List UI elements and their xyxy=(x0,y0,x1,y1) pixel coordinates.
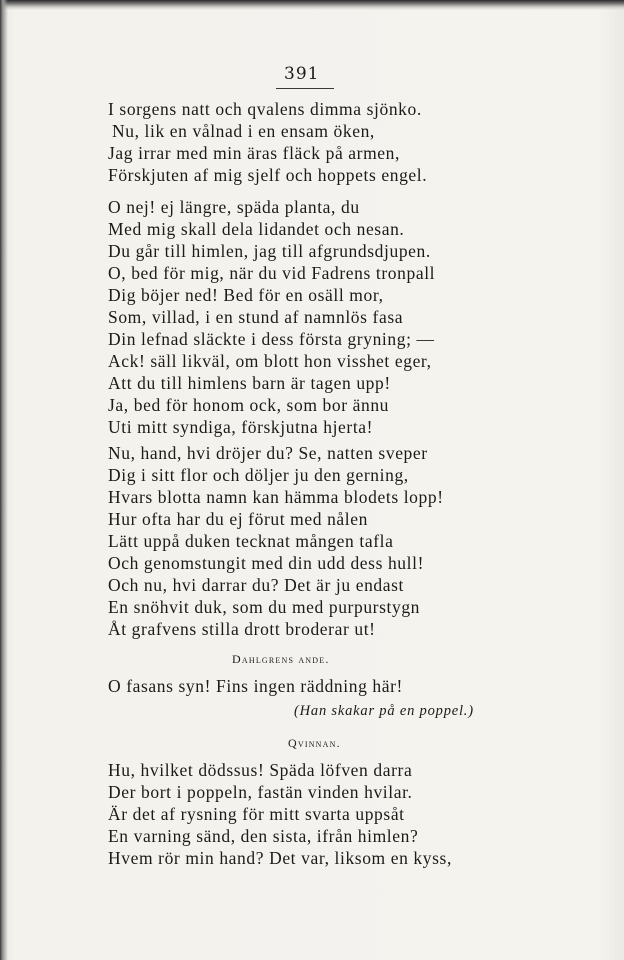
verse-line: Lätt uppå duken tecknat mången tafla xyxy=(108,531,394,551)
stanza-2 xyxy=(108,196,488,438)
stanza-1 xyxy=(108,98,488,186)
speaker-heading-qvinnan: Qvinnan. xyxy=(288,736,341,750)
verse-line: Du går till himlen, jag till afgrundsdjupen. xyxy=(108,241,431,261)
speaker-heading-dahlgrens-ande: Dahlgrens ande. xyxy=(232,652,330,666)
verse-line: Är det af rysning för mitt svarta uppsåt xyxy=(108,804,405,824)
verse-line: Ack! säll likväl, om blott hon visshet eger, xyxy=(108,351,432,371)
stage-direction: (Han skakar på en poppel.) xyxy=(294,703,474,719)
verse-line: Med mig skall dela lidandet och nesan. xyxy=(108,219,405,239)
verse-line: Och nu, hvi darrar du? Det är ju endast xyxy=(108,575,405,595)
verse-line: Hvars blotta namn kan hämma blodets lopp! xyxy=(108,487,444,507)
verse-line: Nu, lik en vålnad i en ensam öken, xyxy=(112,121,375,141)
verse-line: Att du till himlens barn är tagen upp! xyxy=(108,373,391,393)
page-number-rule xyxy=(276,88,334,89)
verse-line: Jag irrar med min äras fläck på armen, xyxy=(108,143,400,163)
verse-line: O, bed för mig, när du vid Fadrens tronpall xyxy=(108,263,436,283)
verse-line: Nu, hand, hvi dröjer du? Se, natten sveper xyxy=(108,443,428,463)
verse-line: Åt grafvens stilla drott broderar ut! xyxy=(108,619,376,639)
verse-line: Uti mitt syndiga, förskjutna hjerta! xyxy=(108,417,374,437)
dahlgren-speech xyxy=(108,675,488,697)
verse-line: Der bort i poppeln, fastän vinden hvilar. xyxy=(108,782,413,802)
verse-line: O fasans syn! Fins ingen räddning här! xyxy=(108,676,403,696)
verse-line: Dig böjer ned! Bed för en osäll mor, xyxy=(108,285,384,305)
verse-line: Förskjuten af mig sjelf och hoppets engel. xyxy=(108,165,428,185)
verse-line: En varning sänd, den sista, ifrån himlen? xyxy=(108,826,419,846)
verse-line: Ja, bed för honom ock, som bor ännu xyxy=(108,395,390,415)
verse-line: Hu, hvilket dödssus! Späda löfven darra xyxy=(108,760,413,780)
stanza-3 xyxy=(108,442,488,640)
verse-line: Som, villad, i en stund af namnlös fasa xyxy=(108,307,404,327)
verse-line: Hvem rör min hand? Det var, liksom en kyss, xyxy=(108,848,452,868)
scan-top-edge xyxy=(0,0,624,10)
page-number: 391 xyxy=(284,64,320,84)
verse-line: Hur ofta har du ej förut med nålen xyxy=(108,509,368,529)
verse-line: Och genomstungit med din udd dess hull! xyxy=(108,553,425,573)
scan-left-edge xyxy=(0,0,8,960)
verse-line: Dig i sitt flor och döljer ju den gerning, xyxy=(108,465,409,485)
qvinnan-speech xyxy=(108,759,488,869)
verse-line: En snöhvit duk, som du med purpurstygn xyxy=(108,597,421,617)
verse-line: I sorgens natt och qvalens dimma sjönko. xyxy=(108,99,422,119)
verse-line: Din lefnad släckte i dess första gryning; — xyxy=(108,329,435,349)
verse-line: O nej! ej längre, späda planta, du xyxy=(108,197,360,217)
